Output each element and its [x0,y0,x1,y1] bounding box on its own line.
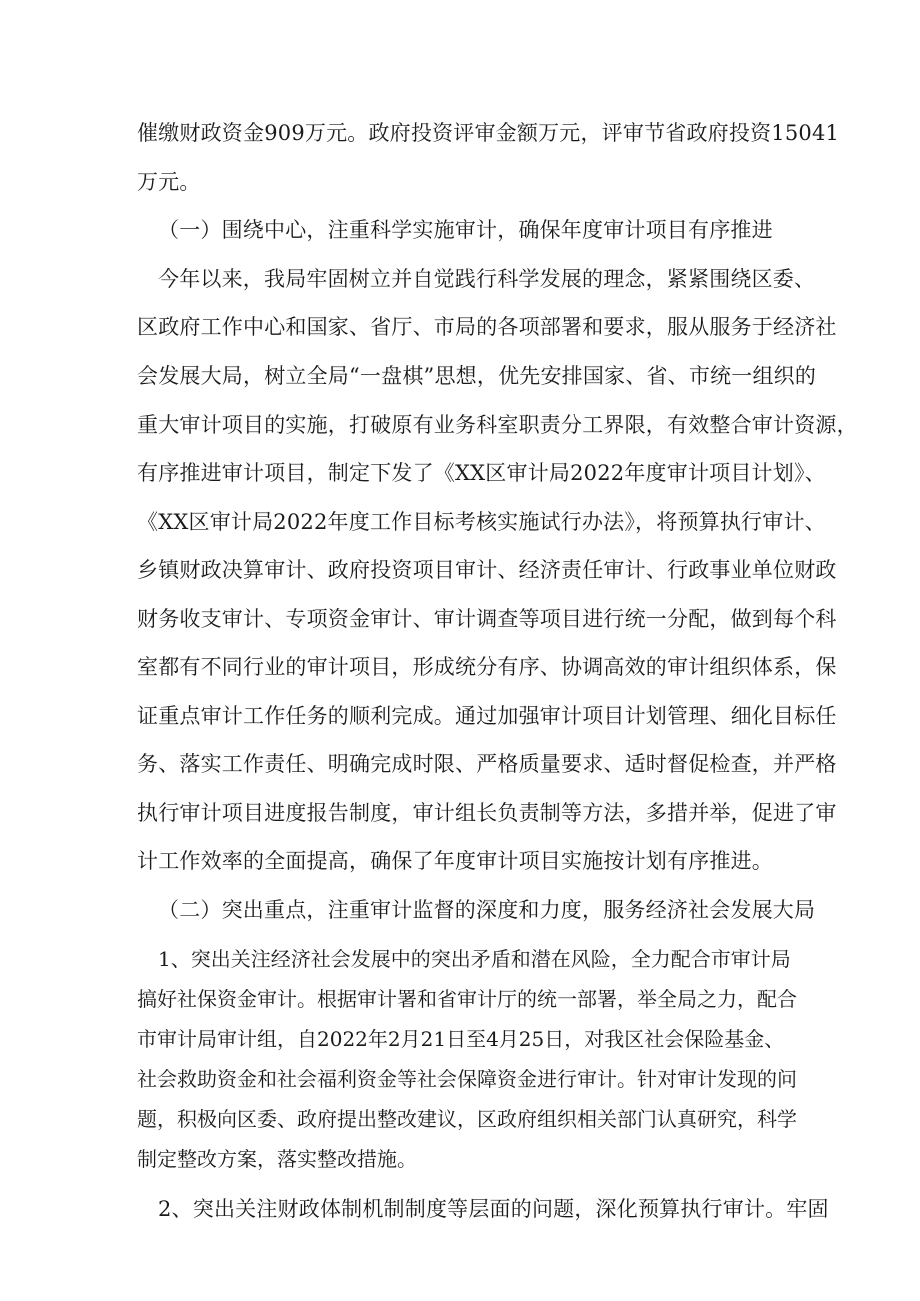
text-line: 制定整改方案，落实整改措施。 [137,1147,417,1171]
text-line: 重大审计项目的实施，打破原有业务科室职责分工界限，有效整合审计资源， [137,413,858,437]
text-line: 务、落实工作责任、明确完成时限、严格质量要求、适时督促检查，并严格 [137,752,837,776]
section-heading: （一）围绕中心，注重科学实施审计，确保年度审计项目有序推进 [158,218,773,242]
text-line: 区政府工作中心和国家、省厅、市局的各项部署和要求，服从服务于经济社 [137,315,837,339]
text-line: 社会救助资金和社会福利资金等社会保障资金进行审计。针对审计发现的问 [137,1067,797,1091]
text-line: 室都有不同行业的审计项目，形成统分有序、协调高效的审计组织体系，保 [137,655,837,679]
text-line: 有序推进审计项目，制定下发了《XX区审计局2022年度审计项目计划》、 [137,461,826,485]
text-line: 会发展大局，树立全局“一盘棋”思想，优先安排国家、省、市统一组织的 [137,364,817,388]
text-line: 2、突出关注财政体制机制制度等层面的问题，深化预算执行审计。牢固 [158,1197,829,1221]
text-line: 市审计局审计组，自2022年2月21日至4月25日，对我区社会保险基金、 [137,1027,785,1051]
text-line: 万元。 [137,170,201,194]
text-line: 催缴财政资金909万元。政府投资评审金额万元，评审节省政府投资15041 [137,121,840,145]
text-line: 计工作效率的全面提高，确保了年度审计项目实施按计划有序推进。 [137,849,773,873]
text-line: 财务收支审计、专项资金审计、审计调查等项目进行统一分配，做到每个科 [137,607,837,631]
text-line: 今年以来，我局牢固树立并自觉践行科学发展的理念，紧紧围绕区委、 [158,267,816,291]
text-line: 1、突出关注经济社会发展中的突出矛盾和潜在风险，全力配合市审计局 [158,947,791,971]
section-heading: （二）突出重点，注重审计监督的深度和力度，服务经济社会发展大局 [158,898,816,922]
text-line: 乡镇财政决算审计、政府投资项目审计、经济责任审计、行政事业单位财政 [137,558,837,582]
text-line: 题，积极向区委、政府提出整改建议，区政府组织相关部门认真研究，科学 [137,1107,797,1131]
text-line: 证重点审计工作任务的顺利完成。通过加强审计项目计划管理、细化目标任 [137,704,837,728]
text-line: 执行审计项目进度报告制度，审计组长负责制等方法，多措并举，促进了审 [137,801,837,825]
text-line: 《XX区审计局2022年度工作目标考核实施试行办法》，将预算执行审计、 [137,510,826,534]
text-line: 搞好社保资金审计。根据审计署和省审计厅的统一部署，举全局之力，配合 [137,987,797,1011]
